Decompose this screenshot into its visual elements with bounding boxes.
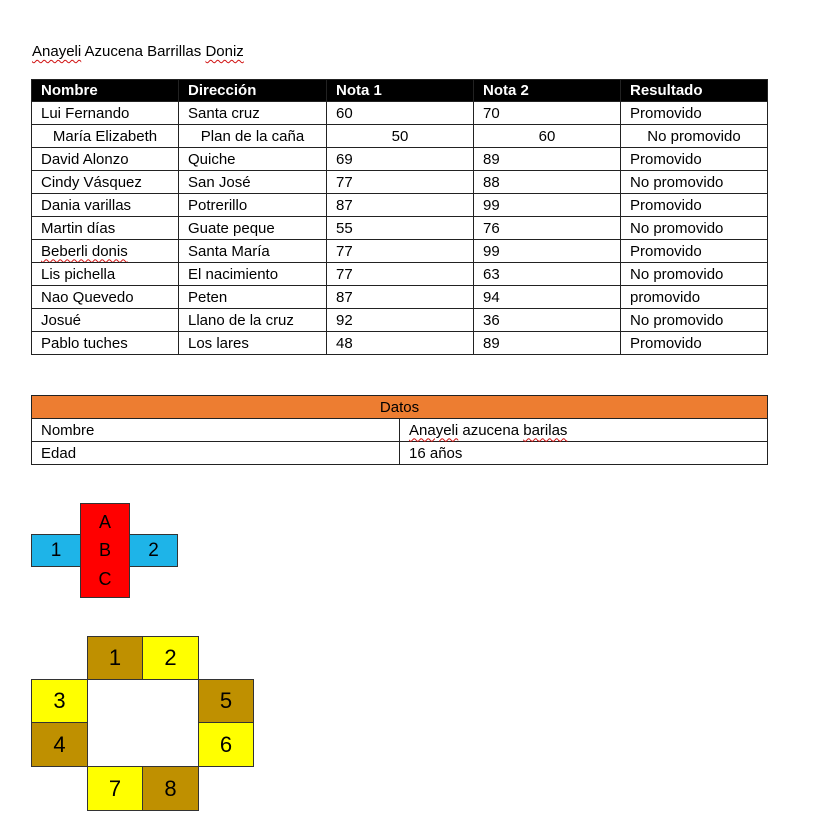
- cross-center-box: [80, 503, 130, 598]
- grades-header-row: [32, 80, 768, 102]
- cell-nota1: 60: [327, 102, 474, 125]
- cross-left-box: 1: [31, 534, 81, 567]
- table-row: [32, 332, 768, 355]
- cell-nota1: 87: [327, 194, 474, 217]
- cell-nombre: Martin días: [32, 217, 179, 240]
- cell-nota2: 89: [474, 148, 621, 171]
- cell-nota1: 55: [327, 217, 474, 240]
- datos-title: Datos: [32, 396, 768, 419]
- cell-nota1: 77: [327, 263, 474, 286]
- header-direccion: Dirección: [179, 80, 327, 102]
- cell-resultado: No promovido: [621, 125, 768, 148]
- cell-nota2: 63: [474, 263, 621, 286]
- table-row: [32, 102, 768, 125]
- header-nota2: Nota 2: [474, 80, 621, 102]
- author-middle-name: Azucena Barrillas: [81, 43, 206, 60]
- cell-direccion: Potrerillo: [179, 194, 327, 217]
- datos-value-mid: azucena: [458, 421, 524, 439]
- header-nombre: Nombre: [32, 80, 179, 102]
- cell-nota1: 77: [327, 240, 474, 263]
- cell-resultado: No promovido: [621, 171, 768, 194]
- cross-letter-a: A: [98, 512, 111, 533]
- ring-cell-8: 8: [142, 766, 199, 811]
- cell-nombre: Pablo tuches: [32, 332, 179, 355]
- cell-nota1: 69: [327, 148, 474, 171]
- cell-nota2: 36: [474, 309, 621, 332]
- cell-nota2: 94: [474, 286, 621, 309]
- datos-value: 16 años: [400, 442, 768, 465]
- cell-resultado: Promovido: [621, 102, 768, 125]
- cell-direccion: Peten: [179, 286, 327, 309]
- datos-table: [31, 395, 768, 465]
- table-row: [32, 240, 768, 263]
- cell-resultado: No promovido: [621, 309, 768, 332]
- datos-label: Edad: [32, 442, 400, 465]
- cell-nota1: 92: [327, 309, 474, 332]
- cell-resultado: Promovido: [621, 240, 768, 263]
- author-last-name: Doniz: [205, 43, 244, 60]
- table-row: [32, 125, 768, 148]
- ring-cell-2: 2: [142, 636, 199, 680]
- table-row: [32, 171, 768, 194]
- table-row: [32, 263, 768, 286]
- cell-nombre: Nao Quevedo: [32, 286, 179, 309]
- header-resultado: Resultado: [621, 80, 768, 102]
- cell-nombre: Lui Fernando: [32, 102, 179, 125]
- cross-letter-c: C: [98, 568, 112, 589]
- table-row: [32, 309, 768, 332]
- cell-direccion: Los lares: [179, 332, 327, 355]
- cell-direccion: San José: [179, 171, 327, 194]
- cell-nombre: María Elizabeth: [32, 125, 179, 148]
- cell-direccion: Quiche: [179, 148, 327, 171]
- cell-direccion: Plan de la caña: [179, 125, 327, 148]
- cell-nota2: 60: [474, 125, 621, 148]
- cell-nota2: 99: [474, 194, 621, 217]
- cell-nombre: Lis pichella: [32, 263, 179, 286]
- cell-nota2: 88: [474, 171, 621, 194]
- table-row: [32, 286, 768, 309]
- cell-resultado: No promovido: [621, 217, 768, 240]
- table-row: [32, 442, 768, 465]
- cell-nota1: 50: [327, 125, 474, 148]
- cell-direccion: Santa María: [179, 240, 327, 263]
- cell-direccion: Guate peque: [179, 217, 327, 240]
- cell-nombre-text: Beberli donis: [41, 242, 128, 260]
- author-first-name: Anayeli: [32, 43, 82, 60]
- cell-nota2: 76: [474, 217, 621, 240]
- cell-nota2: 89: [474, 332, 621, 355]
- ring-cell-4: 4: [31, 722, 88, 767]
- datos-label: Nombre: [32, 419, 400, 442]
- cell-nombre: Josué: [32, 309, 179, 332]
- cell-resultado: No promovido: [621, 263, 768, 286]
- ring-cell-3: 3: [31, 679, 88, 723]
- cell-nota1: 77: [327, 171, 474, 194]
- ring-cell-6: 6: [198, 722, 254, 767]
- cell-nota2: 70: [474, 102, 621, 125]
- cell-nombre: [32, 240, 179, 263]
- datos-value: [400, 419, 768, 442]
- cell-direccion: Llano de la cruz: [179, 309, 327, 332]
- header-nota1: Nota 1: [327, 80, 474, 102]
- cell-nombre: Cindy Vásquez: [32, 171, 179, 194]
- cell-nota2: 99: [474, 240, 621, 263]
- cell-nota1: 48: [327, 332, 474, 355]
- cell-nombre: David Alonzo: [32, 148, 179, 171]
- grades-table: [31, 79, 768, 355]
- cell-resultado: Promovido: [621, 332, 768, 355]
- cross-letter-b: B: [98, 540, 111, 561]
- table-row: [32, 148, 768, 171]
- ring-cell-1: 1: [87, 636, 143, 680]
- datos-header-row: [32, 396, 768, 419]
- ring-cell-7: 7: [87, 766, 143, 811]
- cell-resultado: promovido: [621, 286, 768, 309]
- ring-cell-5: 5: [198, 679, 254, 723]
- cross-right-box: 2: [129, 534, 178, 567]
- cell-nota1: 87: [327, 286, 474, 309]
- cell-resultado: Promovido: [621, 148, 768, 171]
- cell-direccion: Santa cruz: [179, 102, 327, 125]
- cell-nombre: Dania varillas: [32, 194, 179, 217]
- cell-resultado: Promovido: [621, 194, 768, 217]
- table-row: [32, 194, 768, 217]
- table-row: [32, 419, 768, 442]
- table-row: [32, 217, 768, 240]
- author-name: [32, 43, 244, 60]
- cell-direccion: El nacimiento: [179, 263, 327, 286]
- datos-value-first: Anayeli: [409, 421, 459, 439]
- datos-value-last: barilas: [523, 421, 568, 439]
